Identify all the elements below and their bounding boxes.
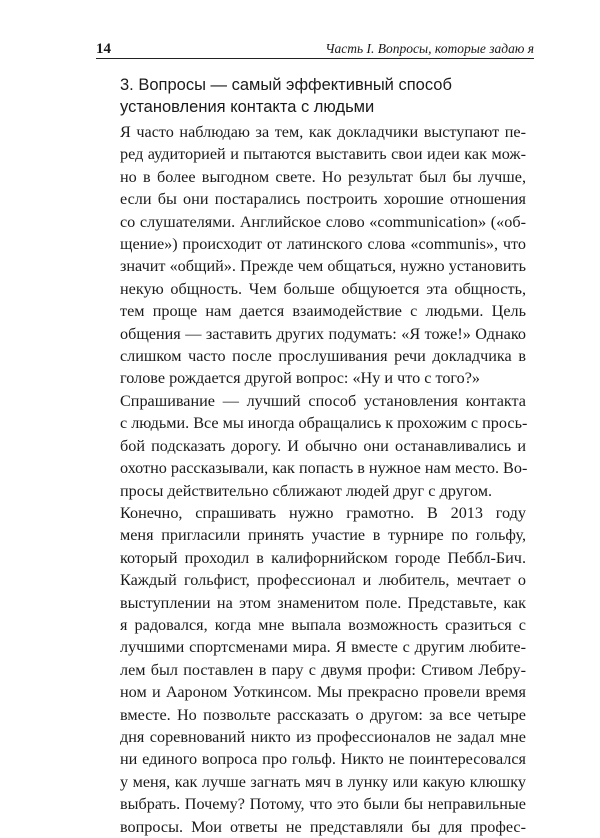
text-line: Каждый гольфист, профессионал и любитель, мечтает о [120, 571, 526, 590]
text-line: но в более выгодном свете. Но результат был бы лучше, [120, 167, 526, 186]
running-title: Часть I. Вопросы, которые задаю я [325, 41, 534, 56]
text-line: я радовался, когда мне выпала возможность сразиться с [120, 615, 526, 634]
text-line: голове рождается другой вопрос: «Ну и что с того?» [120, 369, 481, 388]
paragraph [96, 121, 526, 390]
heading-line: 3. Вопросы — самый эффективный способ [120, 76, 452, 94]
text-line: выступлении на этом знаменитом поле. Представьте, как [120, 593, 526, 612]
text-line: общения — заставить других подумать: «Я тоже!» Однако [120, 324, 526, 343]
text-line: со слушателями. Английское слово «communication» («об- [120, 212, 526, 231]
paragraph [96, 390, 526, 502]
text-line: выбрать. Почему? Потому, что это были бы неправильные [120, 795, 526, 814]
text-line: у меня, как лучше загнать мяч в лунку или какую клюшку [120, 772, 526, 791]
text-line: который проходил в калифорнийском городе Пеббл-Бич. [120, 548, 526, 567]
text-line: вместе. Но позвольте рассказать о другом: за все четыре [120, 705, 526, 724]
text-line: значит «общий». Прежде чем общаться, нужно установить [120, 257, 526, 276]
heading-line: установления контакта с людьми [120, 98, 375, 116]
text-line: вопросы. Мои ответы не представляли бы для профес- [120, 817, 526, 836]
text-line: меня пригласили принять участие в турнире по гольфу, [120, 526, 526, 545]
body-text [96, 121, 526, 838]
page-number: 14 [96, 41, 111, 57]
text-line: лем был поставлен в пару с двумя профи: Стивом Лебру- [120, 660, 526, 679]
text-line: просы действительно сближают людей друг с другом. [120, 481, 492, 500]
text-line: Спрашивание — лучший способ установления контакта [120, 391, 526, 410]
text-line: некую общность. Чем больше общуюется эта общность, [120, 279, 526, 298]
text-line: если бы они постарались построить хорошие отношения [120, 190, 526, 209]
text-line: ред аудиторией и пытаются выставить свои идеи как мож- [120, 145, 526, 164]
text-line: ном и Аароном Уоткинсом. Мы прекрасно провели время [120, 683, 526, 702]
paragraph [96, 502, 526, 838]
text-line: Конечно, спрашивать нужно грамотно. В 2013 году [120, 503, 526, 522]
text-line: тем проще нам дается взаимодействие с людьми. Цель [120, 302, 526, 321]
text-line: щение») происходит от латинского слова «communis», что [120, 235, 526, 254]
text-line: слишком часто после прослушивания речи докладчика в [120, 347, 526, 366]
section-heading [120, 74, 520, 118]
text-line: бой подсказать дорогу. И обычно они останавливались и [120, 436, 526, 455]
text-line: Я часто наблюдаю за тем, как докладчики выступают пе- [120, 123, 526, 141]
text-line: ни единого вопроса про гольф. Никто не поинтересовался [120, 750, 526, 769]
text-line: дня соревнований никто из профессионалов не задал мне [120, 727, 526, 746]
running-head [96, 38, 534, 59]
text-line: охотно рассказывали, как попасть в нужное нам место. Во- [120, 459, 528, 478]
text-line: лучшими спортсменами мира. Я вместе с другим любите- [120, 638, 526, 657]
text-line: с людьми. Все мы иногда обращались к прохожим с прось- [120, 414, 528, 433]
